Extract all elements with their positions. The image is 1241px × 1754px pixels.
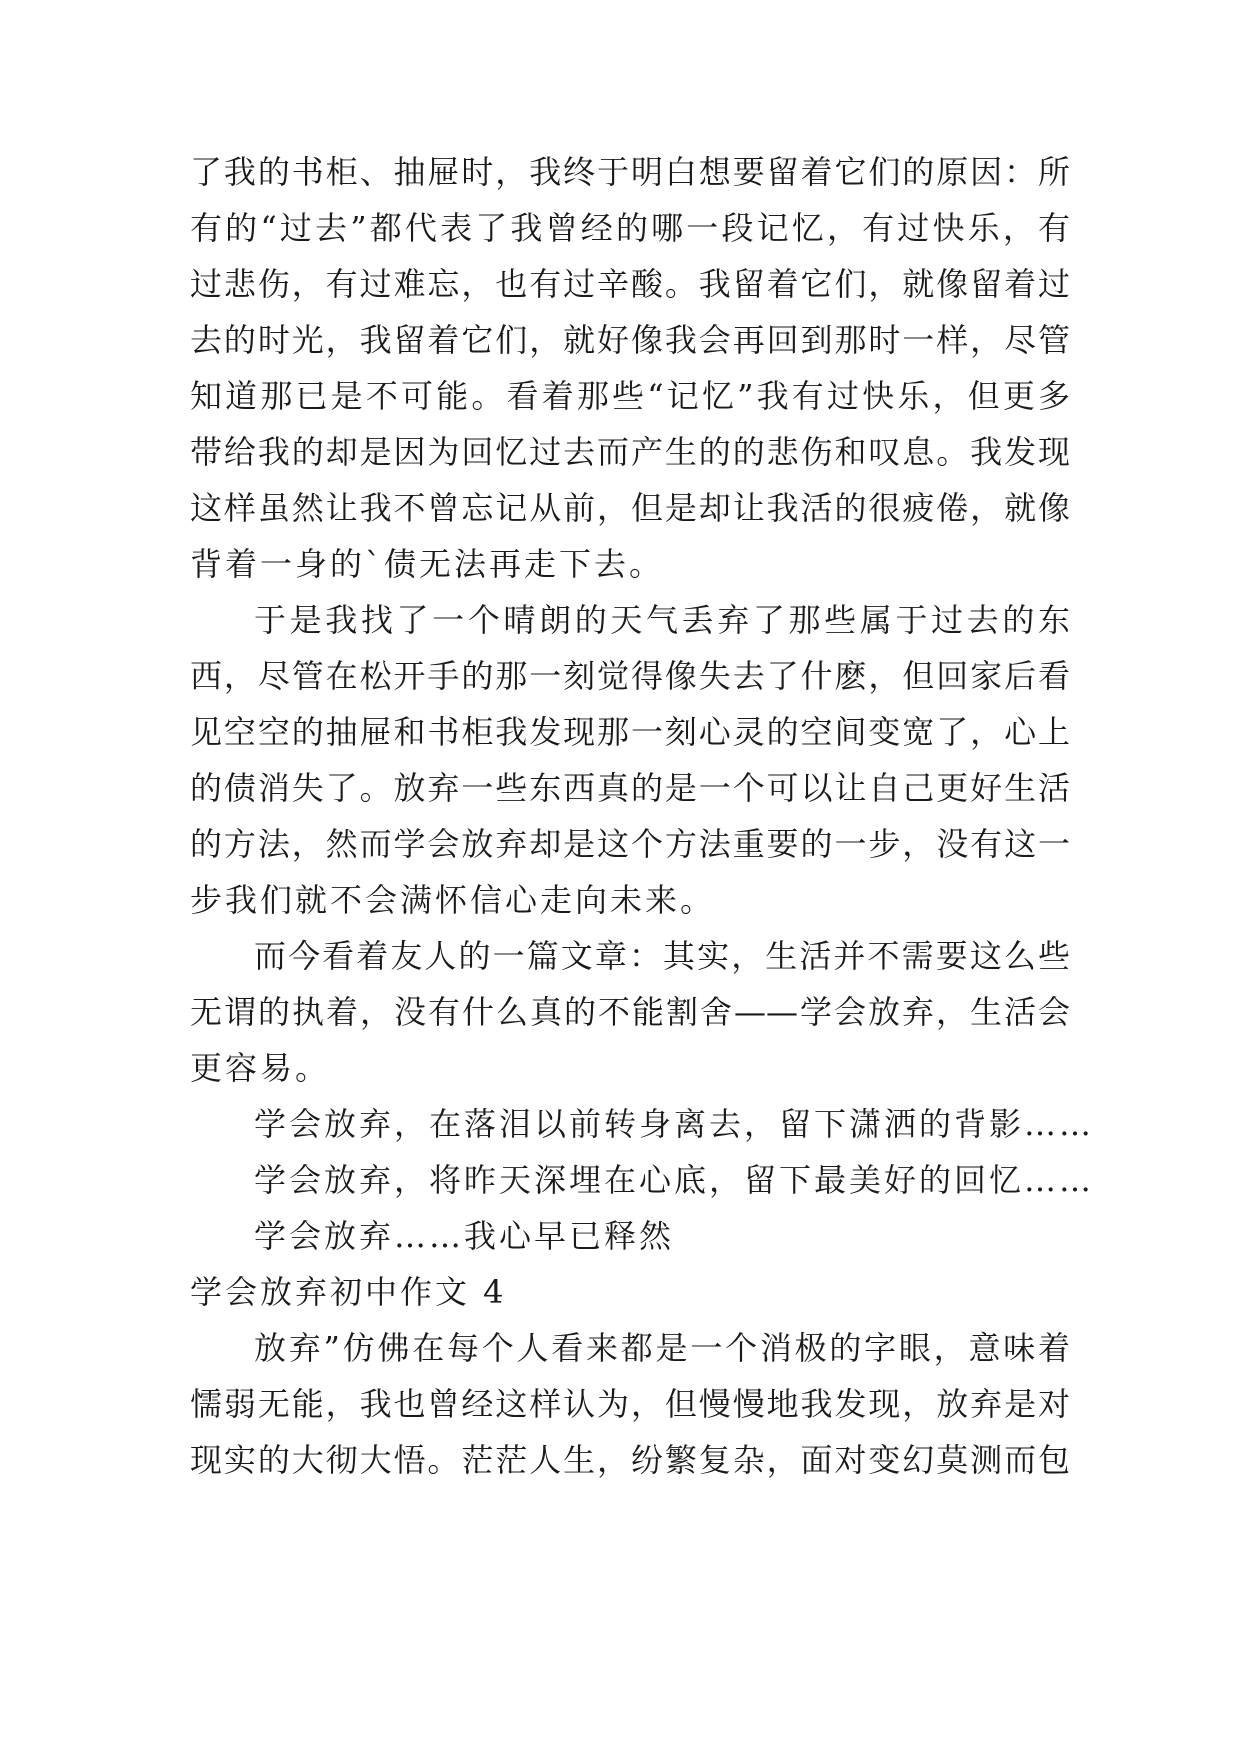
text-line: 更容易。 [190,1049,331,1087]
text-line: 有的“过去”都代表了我曾经的哪一段记忆，有过快乐，有 [190,209,1070,247]
paragraph-first-line: 学会放弃，在落泪以前转身离去，留下潇洒的背影…… [254,1105,1095,1143]
text-line: 现实的大彻大悟。茫茫人生，纷繁复杂，面对变幻莫测而包 [190,1441,1070,1479]
text-line: 的方法，然而学会放弃却是这个方法重要的一步，没有这一 [190,825,1070,863]
paragraph-first-line: 而今看着友人的一篇文章：其实，生活并不需要这么些 [254,937,1070,975]
paragraph-first-line: 学会放弃……我心早已释然 [254,1217,675,1255]
text-line: 西，尽管在松开手的那一刻觉得像失去了什麽，但回家后看 [190,657,1070,695]
section-heading: 学会放弃初中作文 4 [190,1273,507,1311]
text-line: 带给我的却是因为回忆过去而产生的的悲伤和叹息。我发现 [190,433,1070,471]
text-line: 知道那已是不可能。看着那些“记忆”我有过快乐，但更多 [190,377,1070,415]
paragraph-first-line: 学会放弃，将昨天深埋在心底，留下最美好的回忆…… [254,1161,1095,1199]
text-line: 背着一身的`债无法再走下去。 [190,545,665,583]
text-line: 的债消失了。放弃一些东西真的是一个可以让自己更好生活 [190,769,1070,807]
text-line: 过悲伤，有过难忘，也有过辛酸。我留着它们，就像留着过 [190,265,1070,303]
text-line: 去的时光，我留着它们，就好像我会再回到那时一样，尽管 [190,321,1070,359]
text-line: 懦弱无能，我也曾经这样认为，但慢慢地我发现，放弃是对 [190,1385,1070,1423]
text-line: 了我的书柜、抽屉时，我终于明白想要留着它们的原因：所 [190,153,1070,191]
text-line: 无谓的执着，没有什么真的不能割舍——学会放弃，生活会 [190,993,1070,1031]
paragraph-first-line: 于是我找了一个晴朗的天气丢弃了那些属于过去的东 [254,601,1070,639]
paragraph-first-line: 放弃”仿佛在每个人看来都是一个消极的字眼，意味着 [254,1329,1070,1367]
text-line: 这样虽然让我不曾忘记从前，但是却让我活的很疲倦，就像 [190,489,1070,527]
text-line: 步我们就不会满怀信心走向未来。 [190,881,716,919]
text-line: 见空空的抽屉和书柜我发现那一刻心灵的空间变宽了，心上 [190,713,1070,751]
